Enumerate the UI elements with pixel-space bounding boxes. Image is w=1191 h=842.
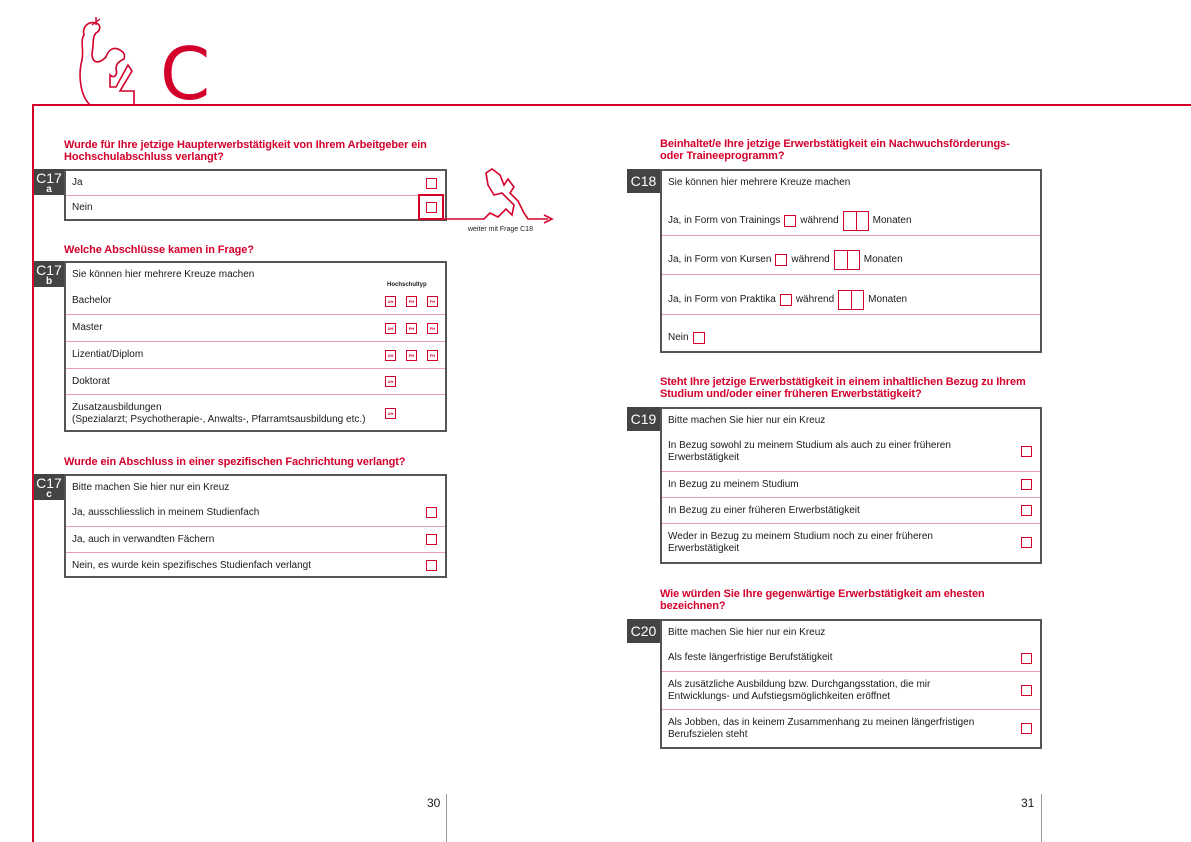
- q18-code: C18: [630, 173, 657, 189]
- page-divider-right: [1041, 794, 1042, 842]
- q19-option-label: [668, 531, 933, 555]
- q17b-code-label: [34, 261, 64, 287]
- q17c-instruction: [66, 476, 445, 499]
- q20-instruction-text: Bitte machen Sie hier nur ein Kreuz: [668, 627, 826, 638]
- q17c-title: Wurde ein Abschluss in einer spezifischen Fachrichtung verlangt?: [64, 456, 406, 468]
- q17b-option-doktorat: [66, 368, 445, 394]
- label-line2: Berufszielen steht: [668, 728, 748, 740]
- q17b-instruction-text: Sie können hier mehrere Kreuze machen: [72, 269, 255, 280]
- q20-box: [660, 619, 1042, 749]
- praktika-months-input[interactable]: [838, 290, 864, 310]
- q20-option-label: [668, 679, 930, 703]
- q17a-title: Wurde für Ihre jetzige Haupterwerbstätigkeit von Ihrem Arbeitgeber ein Hochschulabschluss verlangt?: [64, 139, 427, 163]
- kurse-months-input[interactable]: [834, 250, 860, 270]
- q19-option-label: In Bezug zu einer früheren Erwerbstätigkeit: [668, 504, 860, 516]
- lizentiat-fh-checkbox[interactable]: FH: [427, 350, 438, 361]
- during-label: während: [795, 293, 835, 305]
- praktika-checkbox[interactable]: [780, 294, 792, 306]
- q19-option: [662, 523, 1040, 561]
- q20-option1-checkbox[interactable]: [1021, 653, 1032, 664]
- q20-code: C20: [630, 623, 657, 639]
- q17a-code-label: [34, 169, 64, 195]
- q20-title-line2: bezeichnen?: [660, 600, 726, 612]
- q20-instruction: [662, 621, 1040, 645]
- label-line1: Weder in Bezug zu meinem Studium noch zu einer früheren: [668, 530, 933, 542]
- bachelor-uh-checkbox[interactable]: UH: [385, 296, 396, 307]
- q17c-code-label: [34, 474, 64, 500]
- q17c-option: [66, 499, 445, 526]
- q20-option-label: [668, 717, 974, 741]
- q20-title-line1: Wie würden Sie Ihre gegenwärtige Erwerbstätigkeit am ehesten: [660, 588, 985, 600]
- q19-option1-checkbox[interactable]: [1021, 446, 1032, 457]
- q17c-option2-checkbox[interactable]: [426, 534, 437, 545]
- q19-option: [662, 433, 1040, 471]
- months-label: Monaten: [872, 215, 912, 226]
- q17a-option-label: Nein: [72, 201, 93, 213]
- q17c-option-label: Ja, ausschliesslich in meinem Studienfach: [72, 506, 260, 518]
- q18-option-nein: [662, 314, 1040, 351]
- q19-title-line2: Studium und/oder einer früheren Erwerbstätigkeit?: [660, 388, 922, 400]
- q19-option: [662, 471, 1040, 497]
- q17a-option-label: Ja: [72, 177, 83, 188]
- q17b-option-label: Master: [72, 322, 103, 333]
- q17a-option-ja: [66, 171, 445, 195]
- q19-code: C19: [630, 411, 657, 427]
- q19-option2-checkbox[interactable]: [1021, 479, 1032, 490]
- months-label: Monaten: [868, 293, 908, 305]
- q17b-option-label: Lizentiat/Diplom: [72, 349, 144, 360]
- q20-option: [662, 709, 1040, 747]
- q20-option-label: Als feste längerfristige Berufstätigkeit: [668, 652, 833, 663]
- q19-instruction-text: Bitte machen Sie hier nur ein Kreuz: [668, 415, 826, 426]
- q20-option: [662, 645, 1040, 671]
- doktorat-uh-checkbox[interactable]: UH: [385, 376, 396, 387]
- q17c-option-label: Nein, es wurde kein spezifisches Studienfach verlangt: [72, 559, 312, 571]
- q20-option2-checkbox[interactable]: [1021, 685, 1032, 696]
- q18-no-label: Nein: [668, 332, 689, 343]
- q18-nein-checkbox[interactable]: [693, 332, 705, 344]
- q19-box: [660, 407, 1042, 564]
- q18-title: [660, 138, 1060, 162]
- q18-option-label: Ja, in Form von Praktika: [668, 293, 776, 305]
- q17c-option1-checkbox[interactable]: [426, 507, 437, 518]
- q17a-sub: a: [46, 184, 52, 195]
- skip-highlight: [418, 194, 444, 220]
- q17b-option-lizentiat: [66, 341, 445, 368]
- school-type-header: Hochschultyp: [387, 282, 427, 288]
- q17c-box: [64, 474, 447, 578]
- skip-note: weiter mit Frage C18: [468, 226, 533, 233]
- q20-title: [660, 588, 1060, 612]
- master-uh-checkbox[interactable]: UH: [385, 323, 396, 334]
- kurse-checkbox[interactable]: [775, 254, 787, 266]
- zusatz-label: Zusatzausbildungen: [72, 401, 162, 413]
- q17b-option-bachelor: [66, 287, 445, 314]
- q20-option: [662, 671, 1040, 709]
- q19-option3-checkbox[interactable]: [1021, 505, 1032, 516]
- chapter-letter: C: [160, 32, 211, 116]
- q19-option: [662, 497, 1040, 523]
- q18-title-line2: oder Traineeprogramm?: [660, 150, 785, 162]
- page-frame-left: [32, 104, 34, 842]
- trainings-months-input[interactable]: [843, 211, 869, 231]
- q17b-box: [64, 261, 447, 432]
- zusatz-detail: (Spezialarzt; Psychotherapie-, Anwalts-, Pfarramtsausbildung etc.): [72, 413, 366, 425]
- q20-code-label: [627, 619, 660, 643]
- q18-instruction: [662, 171, 1040, 195]
- q17b-sub: b: [45, 276, 53, 287]
- label-line1: Als Jobben, das in keinem Zusammenhang zu meinen längerfristigen: [668, 716, 975, 728]
- bachelor-fh-checkbox[interactable]: FH: [427, 296, 438, 307]
- q18-title-line1: Beinhaltet/e Ihre jetzige Erwerbstätigkeit ein Nachwuchsförderungs-: [660, 138, 1010, 150]
- master-ph-checkbox[interactable]: PH: [406, 323, 417, 334]
- q17b-title: Welche Abschlüsse kamen in Frage?: [64, 244, 254, 256]
- q19-title-line1: Steht Ihre jetzige Erwerbstätigkeit in einem inhaltlichen Bezug zu Ihrem: [660, 376, 1026, 388]
- during-label: während: [791, 254, 830, 265]
- zusatz-uh-checkbox[interactable]: UH: [385, 408, 396, 419]
- q17a-ja-checkbox[interactable]: [426, 178, 437, 189]
- q17c-option: [66, 526, 445, 552]
- lizentiat-ph-checkbox[interactable]: PH: [406, 350, 417, 361]
- q18-option-trainings: [662, 195, 1040, 235]
- trainings-checkbox[interactable]: [784, 215, 796, 227]
- mascot-logo-icon: [70, 15, 160, 107]
- months-label: Monaten: [863, 254, 903, 265]
- q17b-code: C17: [36, 262, 62, 278]
- q17a-code: C17: [36, 170, 62, 186]
- q18-option-praktika: [662, 274, 1040, 314]
- q19-option4-checkbox[interactable]: [1021, 537, 1032, 548]
- q18-instruction-text: Sie können hier mehrere Kreuze machen: [668, 177, 851, 188]
- label-line1: Als zusätzliche Ausbildung bzw. Durchgangsstation, die mir: [668, 678, 931, 690]
- q17c-option-label: Ja, auch in verwandten Fächern: [72, 533, 215, 545]
- q18-option-kurse: [662, 235, 1040, 274]
- q17b-option-label: [72, 402, 365, 426]
- bachelor-ph-checkbox[interactable]: PH: [406, 296, 417, 307]
- page-number-right: 31: [1021, 796, 1035, 810]
- q17c-sub: c: [46, 489, 52, 500]
- q17b-option-label: Bachelor: [72, 294, 112, 306]
- label-line2: Erwerbstätigkeit: [668, 452, 740, 463]
- q18-option-label: Ja, in Form von Trainings: [668, 215, 781, 226]
- q17b-option-label: Doktorat: [72, 375, 110, 387]
- q17c-option: [66, 552, 445, 578]
- q19-option-label: In Bezug zu meinem Studium: [668, 478, 799, 490]
- q17c-option3-checkbox[interactable]: [426, 560, 437, 571]
- q18-code-label: [627, 169, 660, 193]
- q17b-option-zusatz: [66, 394, 445, 432]
- q20-option3-checkbox[interactable]: [1021, 723, 1032, 734]
- q17a-option-nein: [66, 195, 445, 219]
- q19-option-label: [668, 440, 951, 464]
- master-fh-checkbox[interactable]: FH: [427, 323, 438, 334]
- label-line2: Erwerbstätigkeit: [668, 542, 740, 554]
- q17c-code: C17: [36, 475, 62, 491]
- page-divider-left: [446, 794, 447, 842]
- skip-arrow-icon: [444, 165, 556, 227]
- q18-box: [660, 169, 1042, 353]
- during-label: während: [800, 215, 839, 226]
- label-line1: In Bezug sowohl zu meinem Studium als auch zu einer früheren: [668, 440, 951, 451]
- q17b-option-master: [66, 314, 445, 341]
- q17a-box: [64, 169, 447, 221]
- q19-code-label: [627, 407, 660, 431]
- q19-instruction: [662, 409, 1040, 433]
- q18-option-label: Ja, in Form von Kursen: [668, 254, 772, 265]
- label-line2: Entwicklungs- und Aufstiegsmöglichkeiten eröffnet: [668, 690, 891, 702]
- q19-title: [660, 376, 1060, 400]
- page-number-left: 30: [427, 796, 441, 810]
- lizentiat-uh-checkbox[interactable]: UH: [385, 350, 396, 361]
- q17c-instruction-text: Bitte machen Sie hier nur ein Kreuz: [72, 481, 230, 493]
